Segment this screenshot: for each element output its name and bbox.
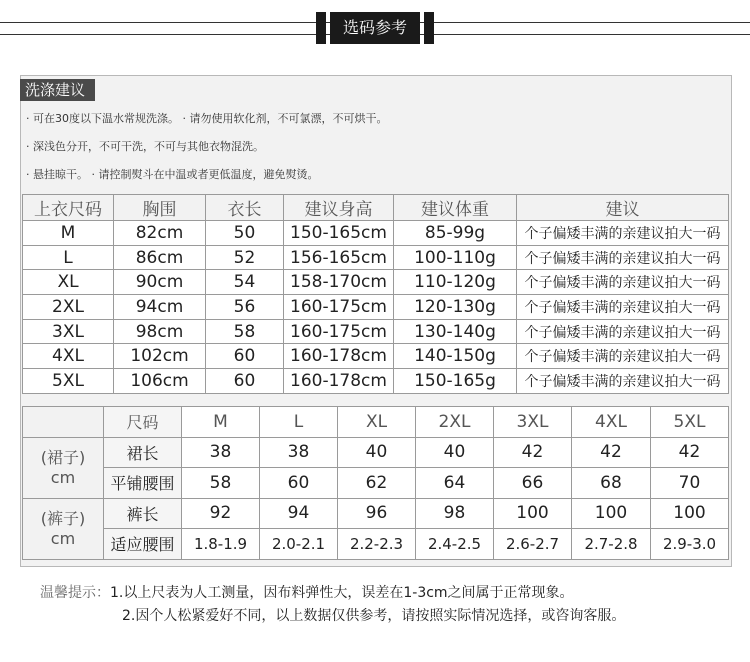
pants-value-cell: 1.8-1.9 (182, 529, 260, 560)
skirt-value-cell: 38 (260, 437, 338, 468)
pants-value-cell: 2.4-2.5 (416, 529, 494, 560)
top-table-cell: 58 (206, 319, 284, 344)
header-notch-left (316, 12, 326, 44)
top-table-row (23, 319, 729, 344)
top-table-cell: 52 (206, 245, 284, 270)
tips-line-1 (40, 582, 574, 602)
care-line-3: · 悬挂晾干。 · 请控制熨斗在中温或者更低温度，避免熨烫。 (26, 168, 319, 181)
top-table-cell: 106cm (114, 369, 206, 394)
skirt-value-cell: 64 (416, 468, 494, 499)
top-table-cell: 150-165g (394, 369, 517, 394)
top-table-cell: 160-175cm (284, 319, 394, 344)
top-header-cell: 上衣尺码 (23, 195, 114, 221)
top-table-cell: 100-110g (394, 245, 517, 270)
skirt-row-label: 平铺腰围 (104, 468, 182, 499)
skirt-value-cell: 38 (182, 437, 260, 468)
top-table-cell: XL (23, 270, 114, 295)
size-header-cell: 3XL (494, 407, 572, 438)
bottom-size-table (22, 406, 729, 560)
top-table-cell: 56 (206, 295, 284, 320)
size-label-cell: 尺码 (104, 407, 182, 438)
size-header-cell: 2XL (416, 407, 494, 438)
skirt-group-label: (裙子) cm (23, 437, 104, 498)
care-line-1: · 可在30度以下温水常规洗涤。 · 请勿使用软化剂，不可氯漂，不可烘干。 (26, 112, 388, 125)
top-table-cell: 5XL (23, 369, 114, 394)
pants-value-cell: 98 (416, 498, 494, 529)
top-table-cell: 160-178cm (284, 369, 394, 394)
top-table-cell: 个子偏矮丰满的亲建议拍大一码 (517, 369, 729, 394)
top-table-cell: 个子偏矮丰满的亲建议拍大一码 (517, 270, 729, 295)
pants-value-cell: 2.7-2.8 (572, 529, 651, 560)
skirt-value-cell: 40 (338, 437, 416, 468)
top-table-cell: 60 (206, 369, 284, 394)
header-notch-right (424, 12, 434, 44)
skirt-value-cell: 66 (494, 468, 572, 499)
top-table-cell: 54 (206, 270, 284, 295)
top-header-row (23, 195, 729, 221)
bottom-corner-cell (23, 407, 104, 438)
top-table-cell: 60 (206, 344, 284, 369)
top-table-cell: 个子偏矮丰满的亲建议拍大一码 (517, 319, 729, 344)
bottom-header-row (23, 407, 729, 438)
page-title: 选码参考 (330, 12, 420, 44)
top-table-row (23, 270, 729, 295)
pants-row (23, 529, 729, 560)
pants-row (23, 498, 729, 529)
skirt-value-cell: 42 (651, 437, 729, 468)
skirt-value-cell: 62 (338, 468, 416, 499)
size-header-cell: L (260, 407, 338, 438)
top-size-table (22, 194, 729, 394)
pants-value-cell: 94 (260, 498, 338, 529)
pants-value-cell: 96 (338, 498, 416, 529)
pants-value-cell: 92 (182, 498, 260, 529)
size-header-cell: 4XL (572, 407, 651, 438)
top-table-cell: 158-170cm (284, 270, 394, 295)
top-table-cell: 3XL (23, 319, 114, 344)
pants-row-label: 裤长 (104, 498, 182, 529)
skirt-value-cell: 60 (260, 468, 338, 499)
top-table-cell: 82cm (114, 221, 206, 246)
pants-group-label: (裤子) cm (23, 498, 104, 559)
top-table-cell: 140-150g (394, 344, 517, 369)
top-header-cell: 衣长 (206, 195, 284, 221)
pants-row-label: 适应腰围 (104, 529, 182, 560)
top-table-cell: 94cm (114, 295, 206, 320)
top-table-cell: M (23, 221, 114, 246)
top-table-cell: 156-165cm (284, 245, 394, 270)
skirt-value-cell: 68 (572, 468, 651, 499)
skirt-value-cell: 42 (494, 437, 572, 468)
tips-line-2 (122, 605, 625, 625)
skirt-value-cell: 40 (416, 437, 494, 468)
top-table-cell: 85-99g (394, 221, 517, 246)
top-table-cell: 86cm (114, 245, 206, 270)
tips-text-1: 1.以上尺表为人工测量，因布料弹性大，误差在1-3cm之间属于正常现象。 (110, 585, 574, 601)
top-table-cell: 110-120g (394, 270, 517, 295)
skirt-value-cell: 42 (572, 437, 651, 468)
size-header-cell: M (182, 407, 260, 438)
skirt-value-cell: 58 (182, 468, 260, 499)
top-table-cell: 150-165cm (284, 221, 394, 246)
size-header-cell: 5XL (651, 407, 729, 438)
size-header-cell: XL (338, 407, 416, 438)
top-table-cell: L (23, 245, 114, 270)
pants-value-cell: 100 (572, 498, 651, 529)
top-table-cell: 个子偏矮丰满的亲建议拍大一码 (517, 245, 729, 270)
top-table-cell: 50 (206, 221, 284, 246)
top-table-cell: 98cm (114, 319, 206, 344)
top-table-cell: 160-178cm (284, 344, 394, 369)
pants-value-cell: 100 (651, 498, 729, 529)
top-table-cell: 个子偏矮丰满的亲建议拍大一码 (517, 344, 729, 369)
skirt-row-label: 裙长 (104, 437, 182, 468)
skirt-row (23, 468, 729, 499)
pants-value-cell: 100 (494, 498, 572, 529)
care-line-2: · 深浅色分开，不可干洗，不可与其他衣物混洗。 (26, 140, 264, 153)
pants-value-cell: 2.2-2.3 (338, 529, 416, 560)
top-table-cell: 130-140g (394, 319, 517, 344)
top-table-cell: 2XL (23, 295, 114, 320)
top-table-row (23, 295, 729, 320)
top-table-cell: 90cm (114, 270, 206, 295)
top-header-cell: 胸围 (114, 195, 206, 221)
top-table-cell: 160-175cm (284, 295, 394, 320)
top-header-cell: 建议 (517, 195, 729, 221)
top-table-row (23, 344, 729, 369)
pants-value-cell: 2.9-3.0 (651, 529, 729, 560)
top-table-cell: 4XL (23, 344, 114, 369)
top-table-cell: 102cm (114, 344, 206, 369)
top-header-cell: 建议身高 (284, 195, 394, 221)
top-table-row (23, 369, 729, 394)
pants-value-cell: 2.0-2.1 (260, 529, 338, 560)
top-table-cell: 个子偏矮丰满的亲建议拍大一码 (517, 221, 729, 246)
skirt-value-cell: 70 (651, 468, 729, 499)
top-table-row (23, 245, 729, 270)
tips-text-2: 2.因个人松紧爱好不同，以上数据仅供参考，请按照实际情况选择，或咨询客服。 (122, 608, 626, 624)
pants-value-cell: 2.6-2.7 (494, 529, 572, 560)
top-table-cell: 120-130g (394, 295, 517, 320)
top-table-row (23, 221, 729, 246)
tips-lead: 温馨提示： (40, 585, 110, 601)
top-table-cell: 个子偏矮丰满的亲建议拍大一码 (517, 295, 729, 320)
top-header-cell: 建议体重 (394, 195, 517, 221)
skirt-row (23, 437, 729, 468)
care-title: 洗涤建议 (20, 79, 95, 101)
